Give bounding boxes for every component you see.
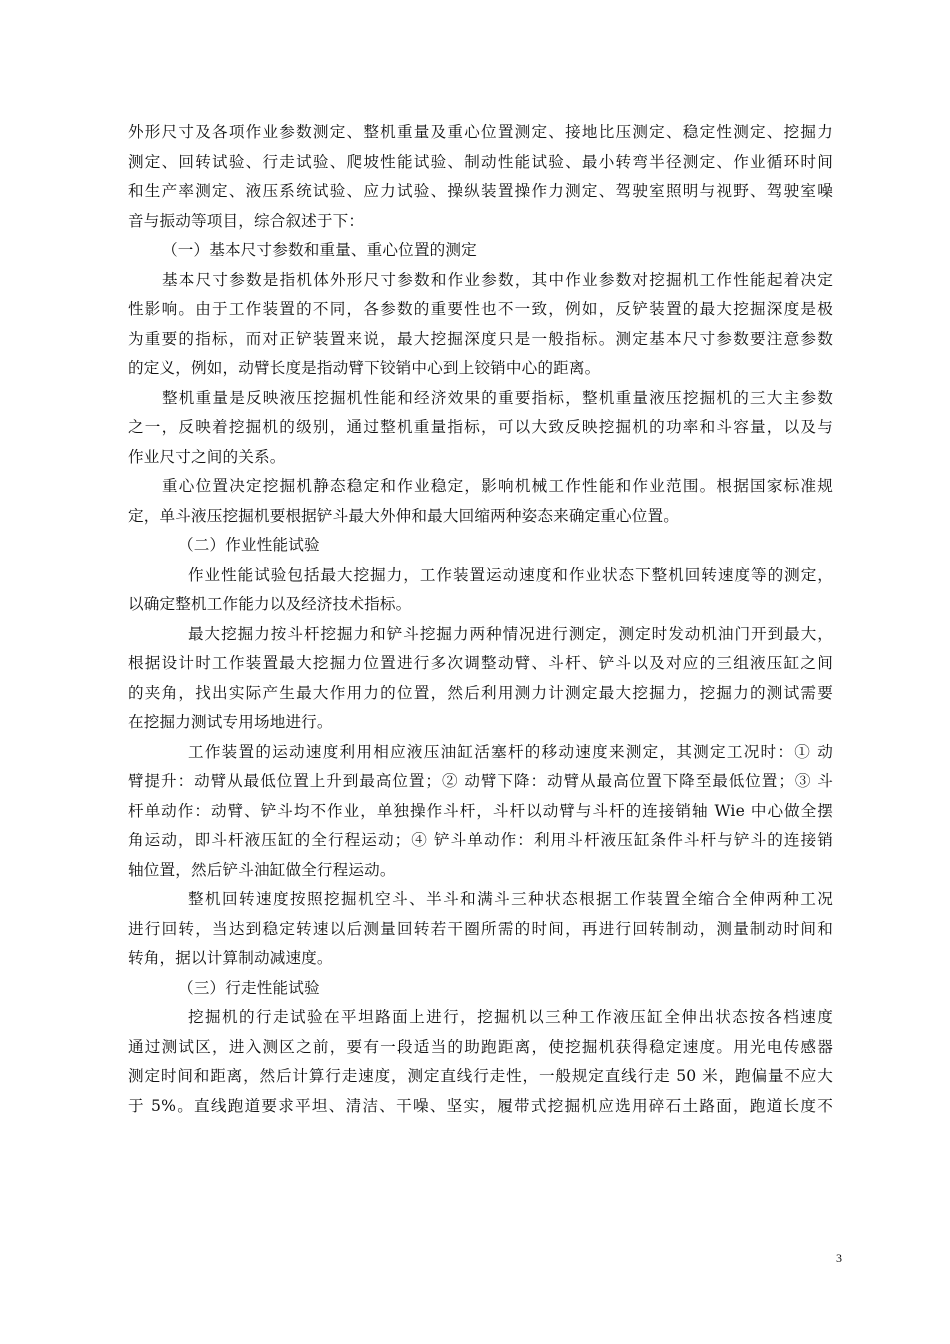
body-text <box>128 118 833 1121</box>
text-line: 测定时间和距离，然后计算行走速度，测定直线行走性，一般规定直线行走 50 米，跑偏量不应大 <box>128 1067 833 1085</box>
text-line: 整机回转速度按照挖掘机空斗、半斗和满斗三种状态根据工作装置全缩合全伸两种工况 <box>188 890 833 908</box>
text-line: 角运动，即斗杆液压缸的全行程运动；④ 铲斗单动作：利用斗杆液压缸条件斗杆与铲斗的连接销 <box>128 831 833 849</box>
text-line: 通过测试区，进入测区之前，要有一段适当的助跑距离，使挖掘机获得稳定速度。用光电传感器 <box>128 1037 833 1056</box>
text-line: 的夹角，找出实际产生最大作用力的位置，然后利用测力计测定最大挖掘力，挖掘力的测试需要 <box>128 683 833 702</box>
text-line: 以确定整机工作能力以及经济技术指标。 <box>128 595 412 613</box>
text-line: 挖掘机的行走试验在平坦路面上进行，挖掘机以三种工作液压缸全伸出状态按各档速度 <box>188 1008 833 1026</box>
section-heading: （一）基本尺寸参数和重量、重心位置的测定 <box>162 241 477 259</box>
text-line: 外形尺寸及各项作业参数测定、整机重量及重心位置测定、接地比压测定、稳定性测定、挖掘力 <box>128 123 833 141</box>
text-line: 音与振动等项目，综合叙述于下： <box>128 211 365 230</box>
text-line: 转角，据以计算制动减速度。 <box>128 949 333 967</box>
text-line: 为重要的指标，而对正铲装置来说，最大挖掘深度只是一般指标。测定基本尺寸参数要注意参数 <box>128 329 833 348</box>
text-line: 进行回转，当达到稳定转速以后测量回转若干圈所需的时间，再进行回转制动，测量制动时间和 <box>128 919 833 938</box>
text-line: 于 5%。直线跑道要求平坦、清洁、干噪、坚实，履带式挖掘机应选用碎石土路面，跑道长度不 <box>128 1096 833 1115</box>
text-line: 重心位置决定挖掘机静态稳定和作业稳定，影响机械工作性能和作业范围。根据国家标准规 <box>162 477 833 495</box>
text-line: 最大挖掘力按斗杆挖掘力和铲斗挖掘力两种情况进行测定，测定时发动机油门开到最大， <box>188 624 833 643</box>
text-line: 在挖掘力测试专用场地进行。 <box>128 713 333 731</box>
text-line: 臂提升：动臂从最低位置上升到最高位置；② 动臂下降：动臂从最高位置下降至最低位置；③ 斗 <box>128 772 833 790</box>
section-heading: （三）行走性能试验 <box>178 978 320 997</box>
text-line: 性影响。由于工作装置的不同，各参数的重要性也不一致，例如，反铲装置的最大挖掘深度是极 <box>128 300 833 318</box>
text-line: 基本尺寸参数是指机体外形尺寸参数和作业参数，其中作业参数对挖掘机工作性能起着决定 <box>162 270 833 289</box>
text-line: 和生产率测定、液压系统试验、应力试验、操纵装置操作力测定、驾驶室照明与视野、驾驶室噪 <box>128 182 833 200</box>
text-line: 之一，反映着挖掘机的级别，通过整机重量指标，可以大致反映挖掘机的功率和斗容量，以及与 <box>128 418 833 436</box>
text-line: 杆单动作：动臂、铲斗均不作业，单独操作斗杆，斗杆以动臂与斗杆的连接销轴 Wie 中心做全摆 <box>128 801 833 820</box>
text-line: 定，单斗液压挖掘机要根据铲斗最大外伸和最大回缩两种姿态来确定重心位置。 <box>128 506 680 525</box>
text-line: 根据设计时工作装置最大挖掘力位置进行多次调整动臂、斗杆、铲斗以及对应的三组液压缸之间 <box>128 654 833 672</box>
text-line: 测定、回转试验、行走试验、爬坡性能试验、制动性能试验、最小转弯半径测定、作业循环时间 <box>128 152 833 171</box>
page-number: 3 <box>836 1251 842 1265</box>
text-line: 整机重量是反映液压挖掘机性能和经济效果的重要指标，整机重量液压挖掘机的三大主参数 <box>162 388 833 407</box>
text-line: 工作装置的运动速度利用相应液压油缸活塞杆的移动速度来测定，其测定工况时：① 动 <box>188 742 833 761</box>
text-line: 的定义，例如，动臂长度是指动臂下铰销中心到上铰销中心的距离。 <box>128 359 601 377</box>
text-line: 作业尺寸之间的关系。 <box>128 447 286 466</box>
text-line: 轴位置，然后铲斗油缸做全行程运动。 <box>128 860 396 879</box>
text-line: 作业性能试验包括最大挖掘力，工作装置运动速度和作业状态下整机回转速度等的测定， <box>188 565 833 584</box>
section-heading: （二）作业性能试验 <box>178 536 320 554</box>
